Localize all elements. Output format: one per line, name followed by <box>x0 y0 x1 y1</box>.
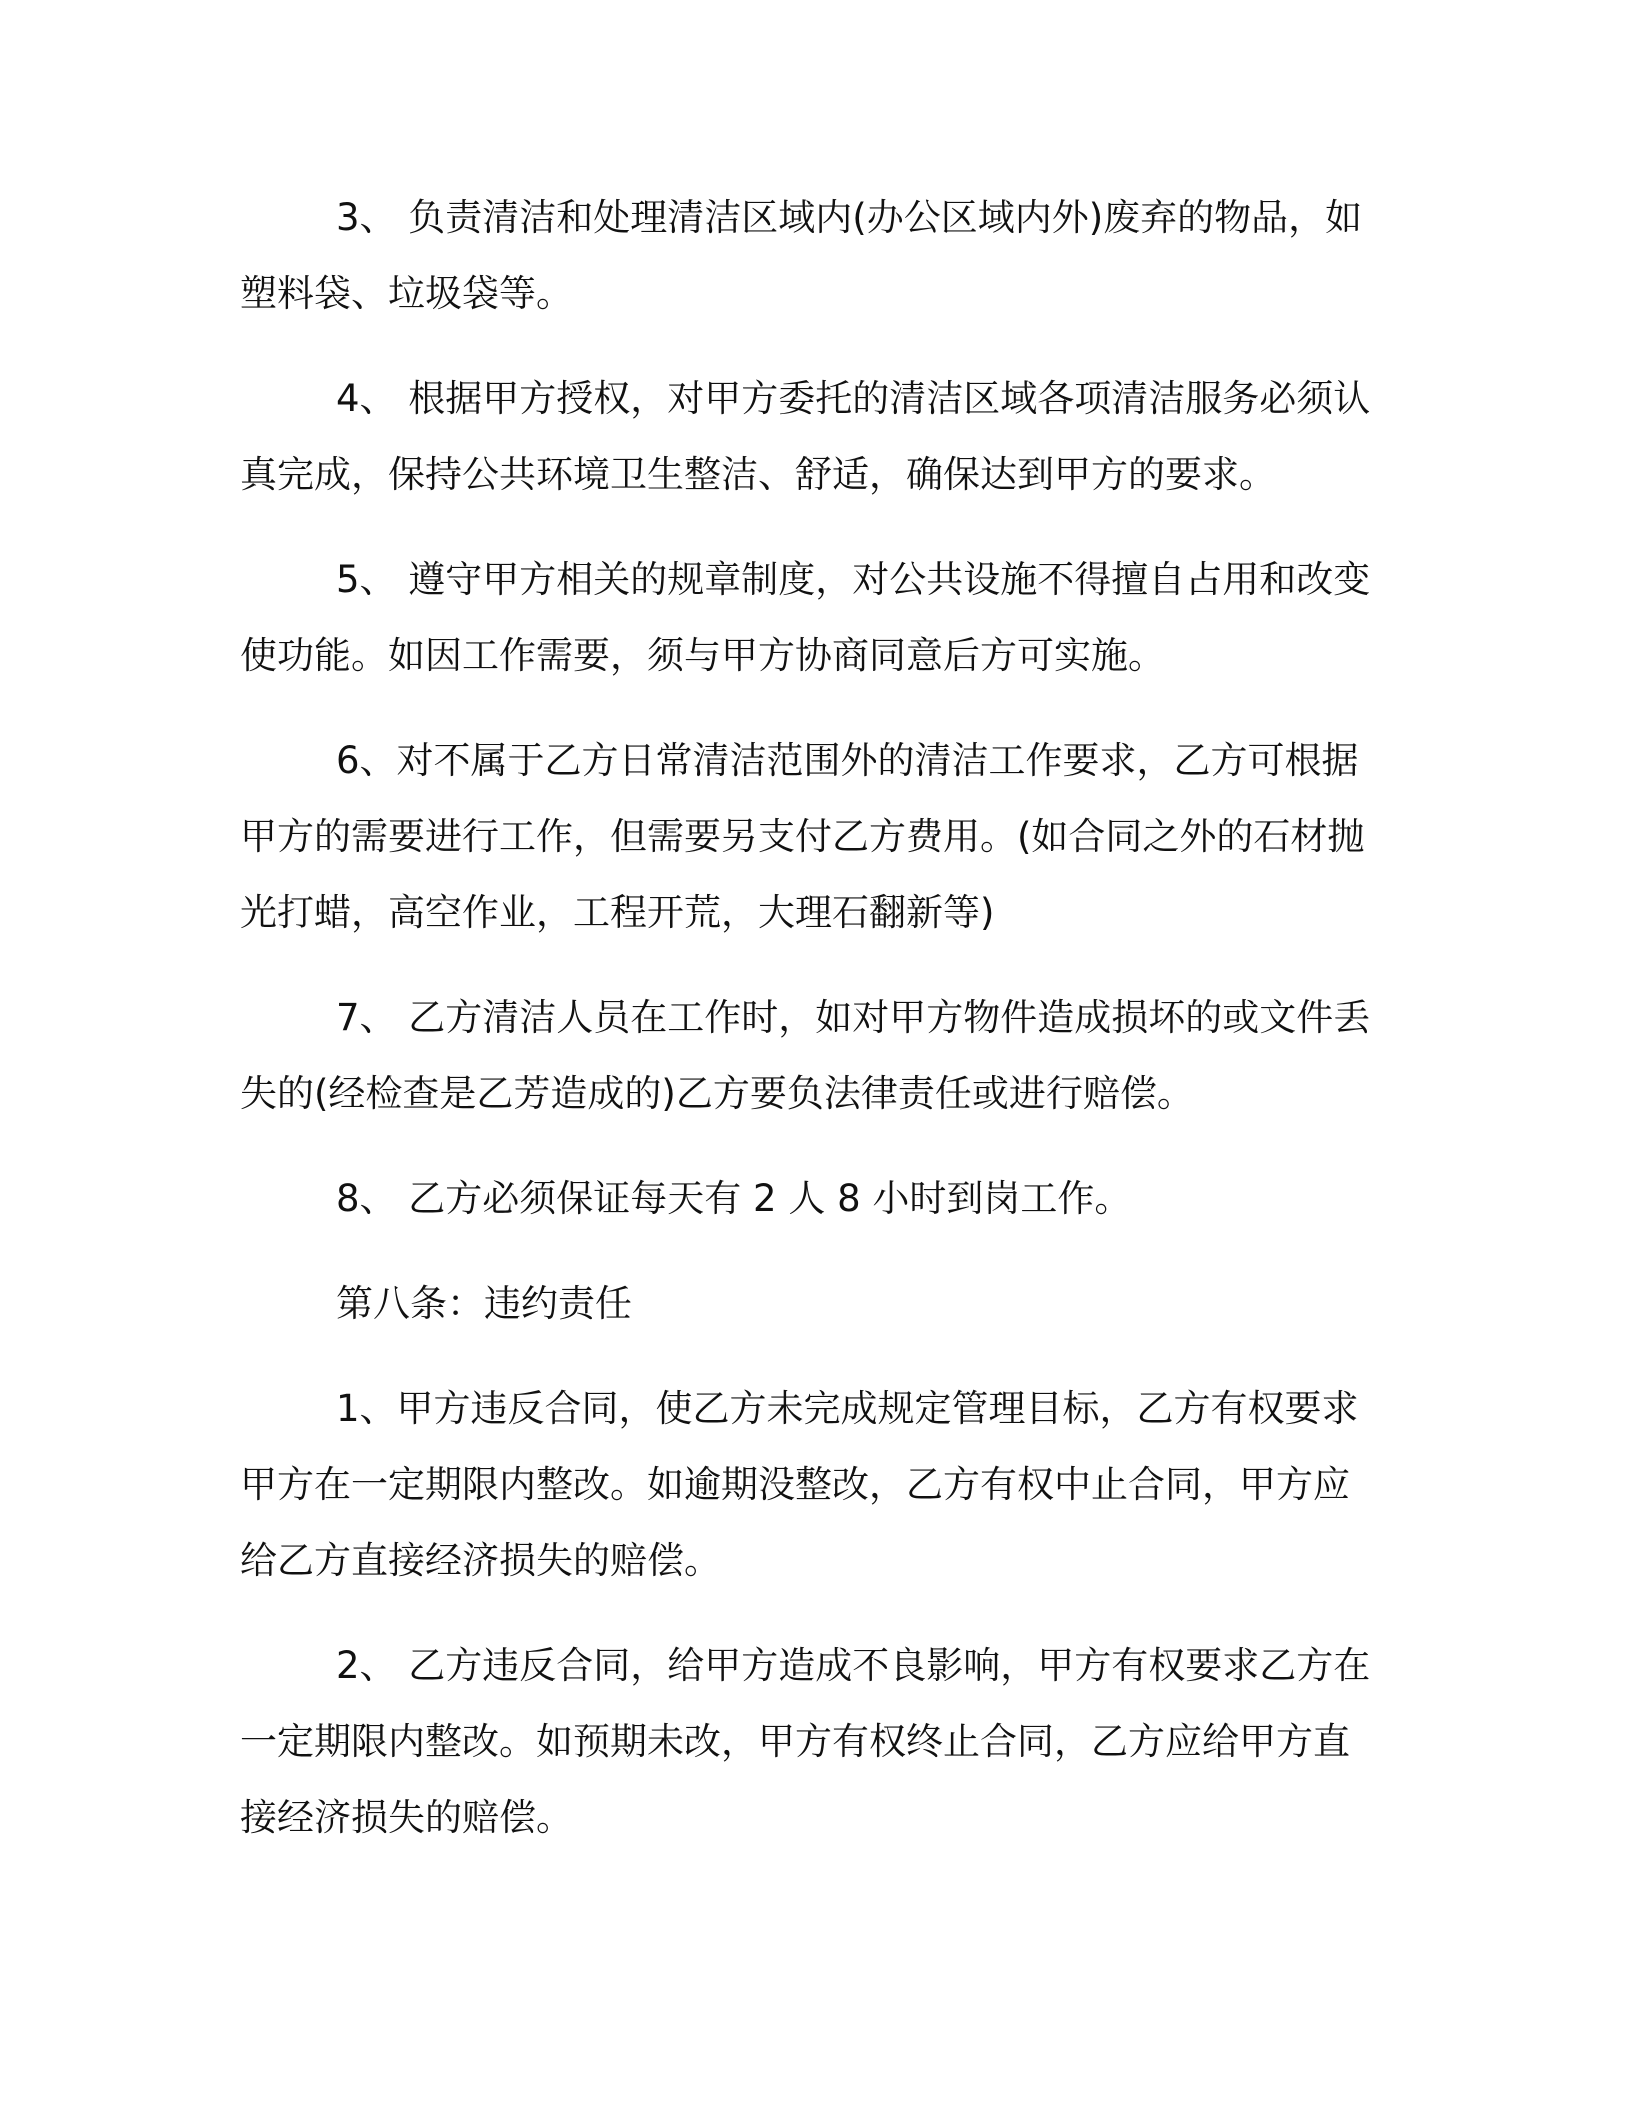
clause-item-7: 7、 乙方清洁人员在工作时，如对甲方物件造成损坏的或文件丢失的(经检查是乙芳造成的)乙方要负法律责任或进行赔偿。 <box>240 996 1371 1115</box>
clause-item-6: 6、对不属于乙方日常清洁范围外的清洁工作要求，乙方可根据甲方的需要进行工作，但需要另支付乙方费用。(如合同之外的石材抛光打蜡，高空作业，工程开荒，大理石翻新等) <box>240 739 1365 934</box>
clause-item-4: 4、 根据甲方授权，对甲方委托的清洁区域各项清洁服务必须认真完成，保持公共环境卫生整洁、舒适，确保达到甲方的要求。 <box>240 377 1371 496</box>
section-heading-article-8: 第八条：违约责任 <box>336 1282 632 1325</box>
clause-item-5: 5、 遵守甲方相关的规章制度，对公共设施不得擅自占用和改变使功能。如因工作需要，须与甲方协商同意后方可实施。 <box>240 558 1371 677</box>
liability-item-1: 1、甲方违反合同，使乙方未完成规定管理目标，乙方有权要求甲方在一定期限内整改。如逾期没整改，乙方有权中止合同，甲方应给乙方直接经济损失的赔偿。 <box>240 1387 1359 1582</box>
liability-item-2: 2、 乙方违反合同，给甲方造成不良影响，甲方有权要求乙方在一定期限内整改。如预期未改，甲方有权终止合同，乙方应给甲方直接经济损失的赔偿。 <box>240 1644 1371 1839</box>
clause-item-3: 3、 负责清洁和处理清洁区域内(办公区域内外)废弃的物品，如塑料袋、垃圾袋等。 <box>240 196 1363 315</box>
clause-item-8: 8、 乙方必须保证每天有 2 人 8 小时到岗工作。 <box>336 1177 1132 1220</box>
